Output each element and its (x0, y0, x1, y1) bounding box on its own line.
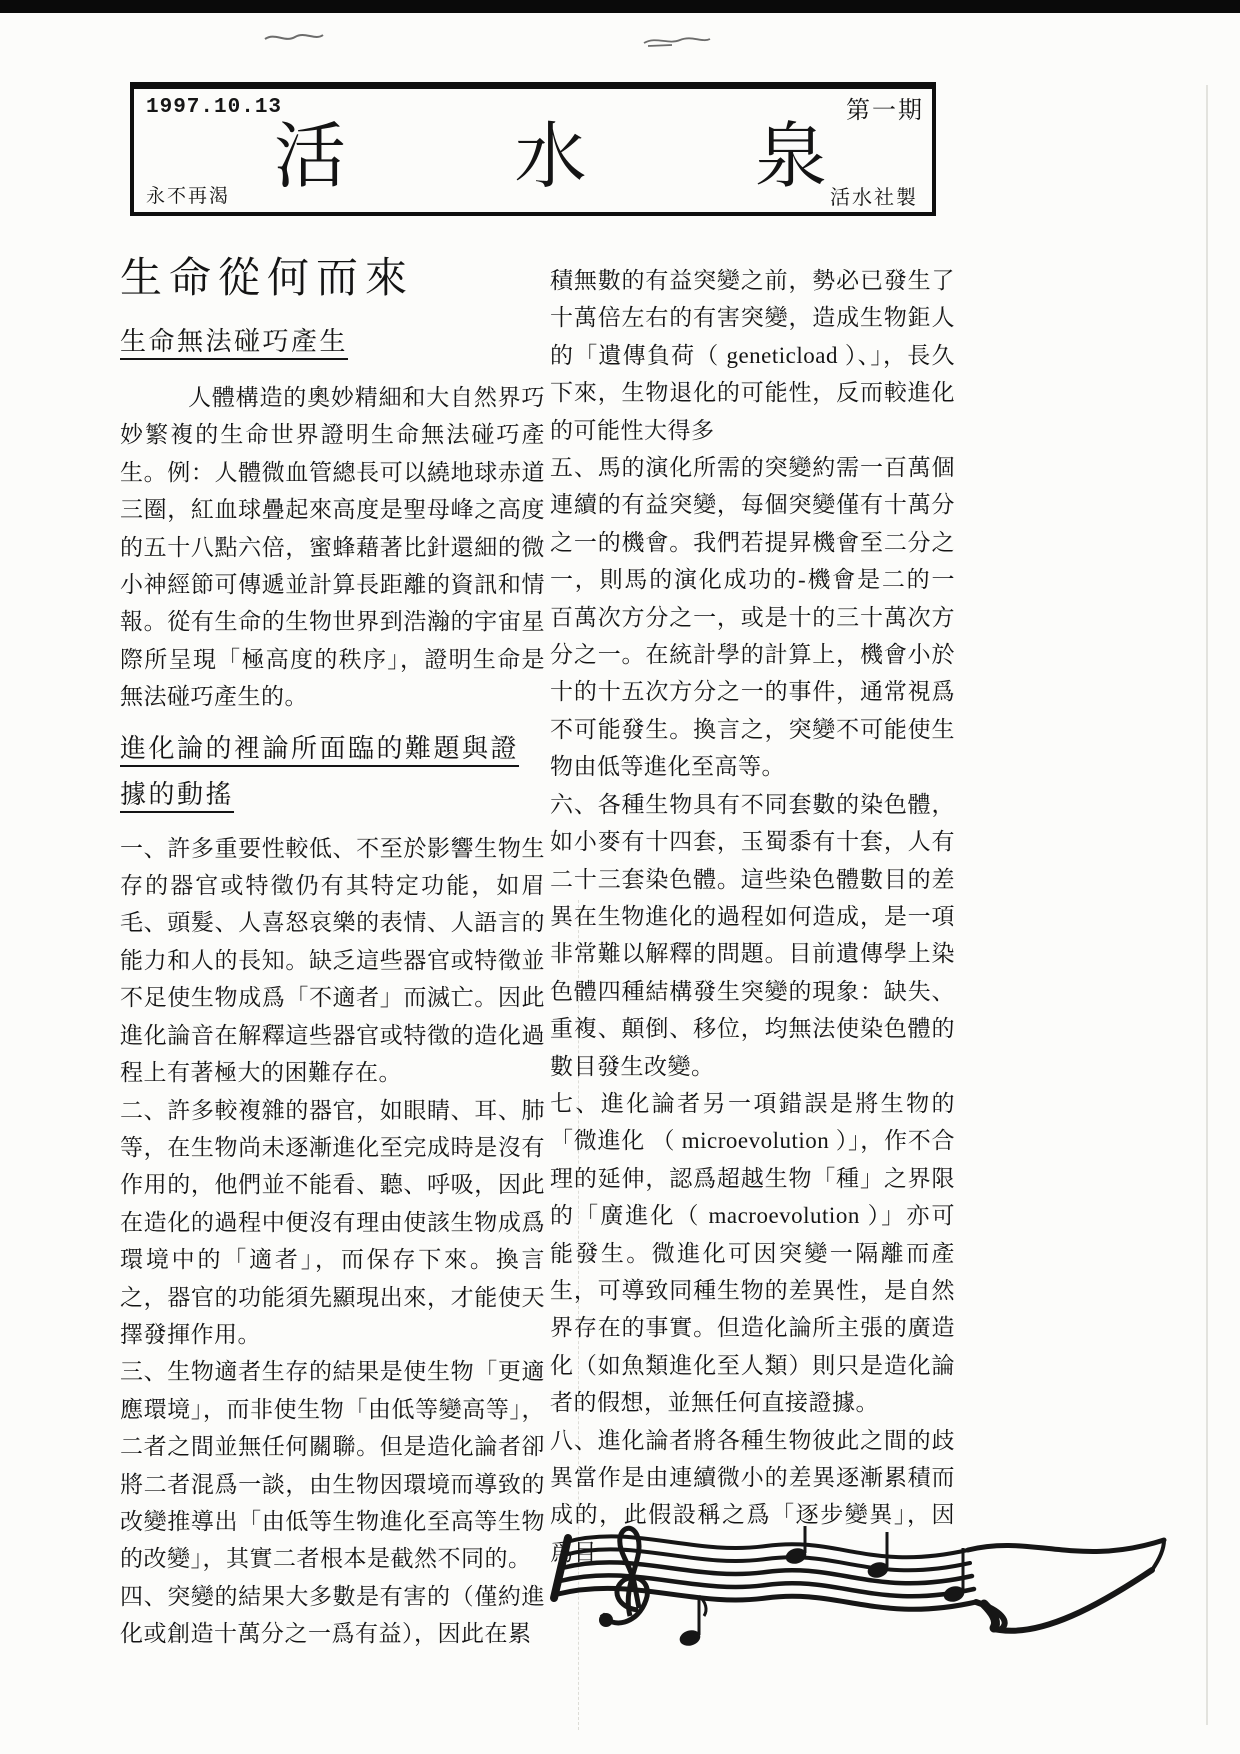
intro-paragraph: 人體構造的奧妙精細和大自然界巧妙繁複的生命世界證明生命無法碰巧產生。例：人體微血管總長可以繞地球赤道三圈，紅血球疊起來高度是聖母峰之高度的五十八點六倍，蜜蜂藉著比針還細的微小神經節可傳遞並計算長距離的資訊和情報。從有生命的生物世界到浩瀚的宇宙星際所呈現「極高度的秩序」，證明生命是無法碰巧產生的。 (120, 385, 545, 710)
masthead-publisher: 活水社製 (830, 187, 918, 209)
section-heading-no-chance (120, 319, 545, 365)
numbered-point-5: 五、馬的演化所需的突變約需一百萬個連續的有益突變，每個突變僅有十萬分之一的機會。我們若提昇機會至二分之一，則馬的演化成功的-機會是二的一百萬次方分之一，或是十的三十萬次方分之一。在統計學的計算上，機會小於十的十五次方分之一的事件，通常視爲不可能發生。換言之，突變不可能使生物由低等進化至高等。 (550, 455, 955, 780)
masthead-tagline: 永不再渴 (146, 186, 231, 207)
pen-squiggle-mark (642, 33, 712, 49)
masthead-char: 水 (514, 117, 587, 197)
article-right-column (550, 262, 955, 1571)
section-heading-text: 進化論的裡論所面臨的難題與證據的動搖 (120, 733, 520, 809)
issue-date: 1997.10.13 (146, 96, 283, 119)
section-heading-difficulties (120, 726, 545, 818)
article-title: 生命從何而來 (120, 256, 415, 302)
page-edge-shadow (1206, 85, 1208, 1725)
numbered-point-4: 四、突變的結果大多數是有害的（僅約進化或創造十萬分之一爲有益），因此在累 (120, 1583, 545, 1647)
scan-edge-artifact (0, 0, 1240, 13)
numbered-point-7: 七、進化論者另一項錯誤是將生物的「微進化 （ microevolution ）」，作不合理的延伸，認爲超越生物「種」之界限的「廣進化（ macroevolution ）」亦可能發生。微進化可因突變一隔離而產生，可導致同種生物的差異性，是自然界存在的事實。但造化論所主張的廣造化（如魚類進化至人類）則只是造化論者的假想，並無任何直接證據。 (550, 1090, 955, 1416)
numbered-point-8: 八、進化論者將各種生物彼此之間的歧異當作是由連續微小的差異逐漸累積而成的，此假設稱之爲「逐步變異」，因爲目 (550, 1427, 955, 1565)
masthead-title (274, 117, 827, 197)
numbered-point-3: 三、生物適者生存的結果是使生物「更適應環境」，而非使生物「由低等變高等」，二者之間並無任何關聯。但是造化論者卻將二者混爲一談，由生物因環境而導致的改變推導出「由低等生物進化至高等生物的改變」，其實二者根本是截然不同的。 (120, 1359, 545, 1572)
pen-squiggle-mark (263, 30, 325, 46)
numbered-point-1: 一、許多重要性較低、不至於影響生物生存的器官或特徵仍有其特定功能，如眉毛、頭髮、人喜怒哀樂的表情、人語言的能力和人的長知。缺乏這些器官或特徵並不足使生物成爲「不適者」而滅亡。因此進化論音在解釋這些器官或特徵的造化過程上有著極大的困難存在。 (120, 835, 545, 1086)
masthead-char: 活 (274, 117, 347, 197)
numbered-point-6: 六、各種生物具有不同套數的染色體，如小麥有十四套，玉蜀黍有十套，人有二十三套染色體。這些染色體數目的差異在生物進化的過程如何造成，是一項非常難以解釋的問題。目前遺傳學上染色體四種結構發生突變的現象：缺失、重複、顛倒、移位，均無法使染色體的數目發生改變。 (550, 791, 955, 1079)
masthead-box (130, 82, 936, 216)
section-heading-text: 生命無法碰巧產生 (120, 327, 349, 356)
masthead-char: 泉 (754, 117, 827, 197)
article-left-column (120, 253, 545, 1653)
numbered-point-2: 二、許多較複雜的器官，如眼睛、耳、肺等，在生物尚未逐漸進化至完成時是沒有作用的，他們並不能看、聽、呼吸，因此在造化的過程中便沒有理由使該生物成爲環境中的「適者」，而保存下來。換言之，器官的功能須先顯現出來，才能使天擇發揮作用。 (120, 1097, 545, 1347)
issue-number: 第一期 (846, 98, 924, 124)
continuation-paragraph: 積無數的有益突變之前，勢必已發生了十萬倍左右的有害突變，造成生物鉅人的「遺傳負荷（ geneticload ）、」，長久下來，生物退化的可能性，反而較進化的可能性大得多 (550, 268, 955, 443)
music-staff-icon (538, 1518, 1178, 1668)
